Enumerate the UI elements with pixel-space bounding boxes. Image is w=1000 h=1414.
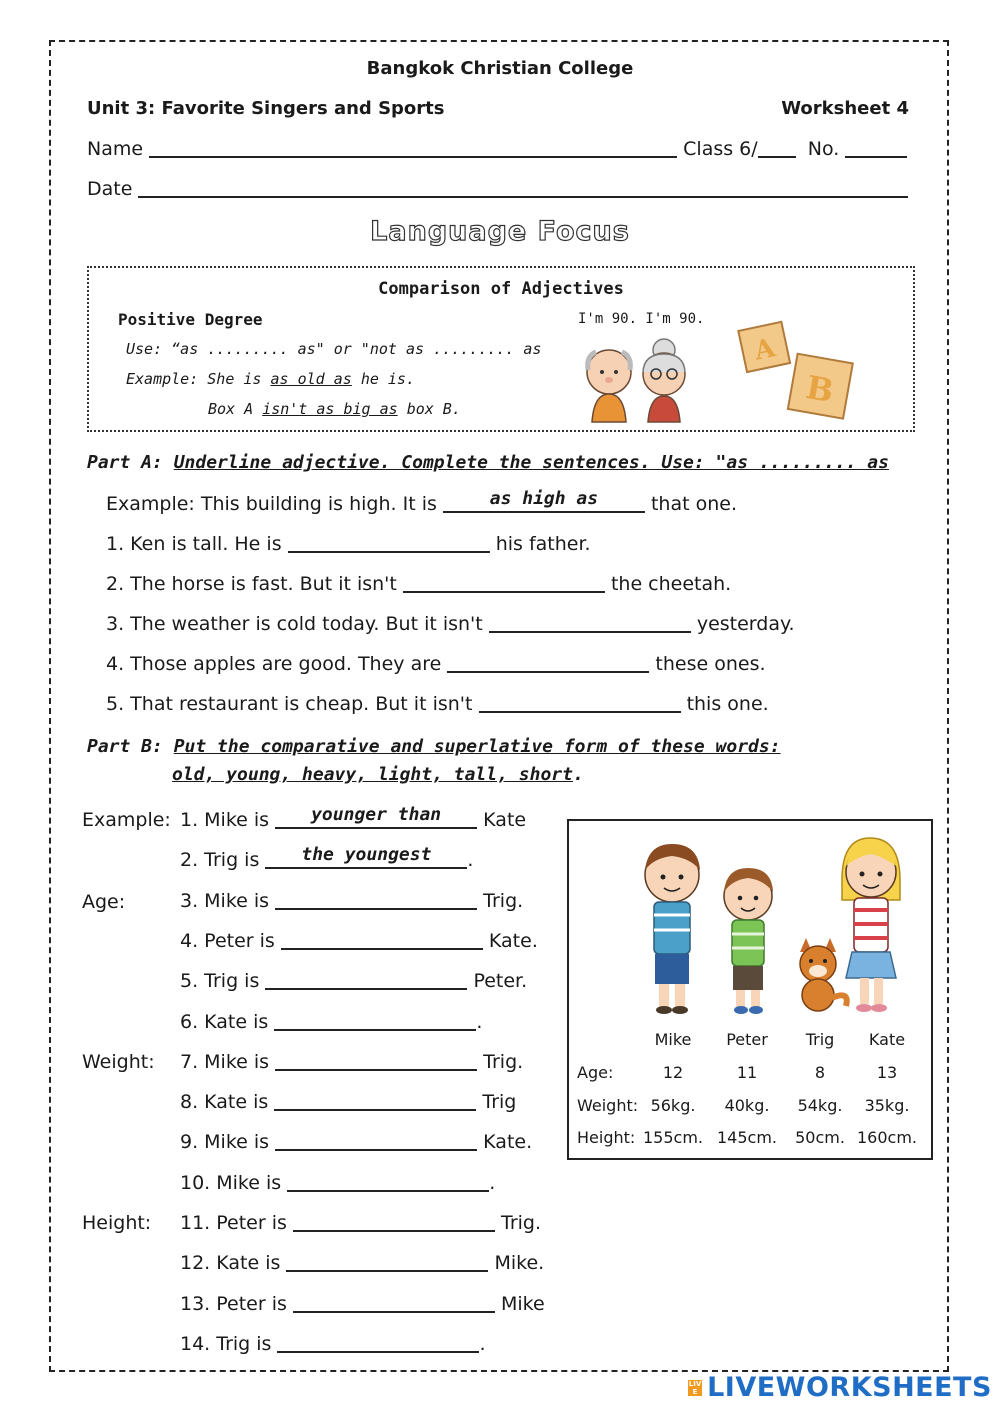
- part-b-answer-blank[interactable]: [275, 1131, 477, 1151]
- part-a-item-text: 1. Ken is tall. He is: [106, 533, 282, 555]
- table-name-header: Peter: [726, 1030, 768, 1049]
- part-a-example: [106, 488, 737, 515]
- part-b-answer-blank[interactable]: [287, 1172, 489, 1192]
- part-b-item-end: Trig.: [483, 1050, 524, 1073]
- part-b-item-text: 4. Peter is: [180, 929, 275, 952]
- peter-figure: [724, 868, 773, 1014]
- part-b-item-text: 11. Peter is: [180, 1212, 287, 1234]
- part-b-answer-blank: [275, 804, 477, 829]
- part-a-item: [106, 573, 731, 595]
- unit-title: Unit 3: Favorite Singers and Sports: [87, 98, 445, 119]
- part-b-item-end: Kate: [483, 809, 527, 831]
- table-cell: 40kg.: [724, 1095, 770, 1115]
- part-b-heading: [87, 736, 781, 757]
- part-b-item-text: 14. Trig is: [180, 1332, 272, 1355]
- date-label: Date: [87, 178, 133, 200]
- part-b-answer-blank[interactable]: [265, 970, 467, 990]
- part-b-item: [180, 1051, 523, 1073]
- part-a-item-text: 3. The weather is cold today. But it isn't: [106, 613, 483, 635]
- part-b-answer-blank[interactable]: [277, 1333, 479, 1353]
- table-cell: 54kg.: [797, 1095, 843, 1115]
- example-2-underlined: isn't as big as: [262, 400, 398, 418]
- part-b-answer-blank[interactable]: [293, 1212, 495, 1232]
- logo-badge: LIVE: [688, 1379, 702, 1396]
- part-a-item-text: 4. Those apples are good. They are: [106, 653, 442, 675]
- part-b-item: [180, 1333, 486, 1355]
- part-b-item-end: Kate.: [483, 1131, 533, 1154]
- part-b-item-text: 10. Mike is: [180, 1171, 282, 1194]
- part-b-item-text: 6. Kate is: [180, 1010, 269, 1033]
- example-2-end: box B.: [406, 400, 461, 418]
- table-cell: 160cm.: [856, 1128, 917, 1147]
- kate-figure: [842, 838, 900, 1012]
- name-field[interactable]: [149, 138, 677, 158]
- example-2-start: Box A: [208, 400, 254, 418]
- liveworksheets-logo: [688, 1372, 992, 1403]
- table-row-label: Age:: [577, 1063, 614, 1082]
- table-row-label: Weight:: [577, 1095, 639, 1115]
- part-b-item-end: Trig.: [483, 889, 524, 912]
- name-row: [87, 138, 907, 160]
- part-b-item: [180, 1252, 544, 1274]
- example-1-underlined: as old as: [270, 370, 352, 388]
- part-a-item: [106, 693, 769, 715]
- part-b-item-text: 9. Mike is: [180, 1131, 270, 1154]
- no-label: No.: [807, 138, 840, 160]
- part-b-item-text: 13. Peter is: [180, 1292, 287, 1315]
- school-name: Bangkok Christian College: [366, 58, 634, 79]
- part-b-item-text: 12. Kate is: [180, 1252, 281, 1275]
- positive-degree-label: Positive Degree: [118, 310, 263, 329]
- example-line-1: [126, 370, 415, 388]
- trig-figure: [800, 938, 847, 1011]
- focus-box-title: Comparison of Adjectives: [378, 279, 624, 299]
- part-a-item-end: this one.: [686, 693, 769, 715]
- part-b-instruction-2: old, young, heavy, light, tall, short: [172, 764, 573, 785]
- part-b-instruction-period: .: [572, 764, 584, 785]
- part-b-item: [180, 890, 523, 912]
- part-b-item-text: 5. Trig is: [180, 970, 260, 993]
- part-b-example-answer: the youngest: [301, 844, 432, 866]
- table-row-label: Height:: [577, 1128, 636, 1147]
- table-name-header: Trig: [805, 1030, 835, 1049]
- part-b-item: [180, 1091, 516, 1113]
- example-1-end: he is.: [360, 370, 415, 388]
- label-weight: Weight:: [82, 1051, 155, 1073]
- part-a-item: [106, 653, 766, 675]
- part-b-item: [180, 1172, 495, 1194]
- part-b-answer-blank[interactable]: [275, 1051, 477, 1071]
- table-cell: 8: [814, 1063, 826, 1082]
- date-field[interactable]: [138, 178, 908, 198]
- abc-blocks-illustration: [734, 318, 864, 426]
- logo-text: LIVEWORKSHEETS: [707, 1372, 992, 1403]
- table-cell: 145cm.: [716, 1128, 777, 1147]
- part-a-answer-blank[interactable]: [288, 533, 490, 553]
- table-cell: 155cm.: [642, 1128, 703, 1147]
- date-row: [87, 178, 908, 200]
- part-b-item: [180, 844, 474, 872]
- class-label: Class 6/: [683, 138, 758, 160]
- worksheet-number: Worksheet 4: [781, 98, 909, 119]
- part-b-item-end: .: [467, 849, 474, 872]
- part-a-example-before: Example: This building is high. It is: [106, 493, 437, 515]
- part-a-heading: [87, 452, 889, 473]
- part-a-item-end: these ones.: [655, 653, 766, 675]
- part-b-answer-blank[interactable]: [281, 930, 483, 950]
- block-a-letter: A: [751, 333, 778, 367]
- part-b-item-text: 7. Mike is: [180, 1050, 270, 1073]
- part-b-answer-blank[interactable]: [274, 1091, 476, 1111]
- part-a-label: Part A:: [87, 452, 163, 473]
- part-a-item: [106, 533, 591, 555]
- part-b-instruction-1: Put the comparative and superlative form of these words:: [173, 736, 781, 757]
- part-b-item-end: Trig: [482, 1091, 517, 1114]
- part-b-item-text: 2. Trig is: [180, 849, 260, 872]
- part-b-item-end: .: [489, 1171, 496, 1194]
- table-cell: 13: [876, 1063, 898, 1082]
- part-a-answer-blank[interactable]: [479, 693, 681, 713]
- part-b-item-end: Peter.: [473, 970, 528, 993]
- example-line-2: [208, 400, 461, 418]
- elderly-couple-illustration: [574, 330, 704, 425]
- part-b-item: [180, 1293, 545, 1315]
- part-b-item-end: Trig.: [501, 1212, 542, 1234]
- language-focus-title: Language Focus: [370, 216, 630, 247]
- table-cell: 50cm.: [795, 1128, 845, 1147]
- table-cell: 11: [736, 1063, 758, 1082]
- part-a-answer-blank[interactable]: [447, 653, 649, 673]
- part-a-item-text: 5. That restaurant is cheap. But it isn't: [106, 693, 473, 715]
- part-a-item-text: 2. The horse is fast. But it isn't: [106, 573, 397, 595]
- table-cell: 56kg.: [650, 1095, 696, 1115]
- part-b-answer-blank[interactable]: [293, 1293, 495, 1313]
- part-a-answer-blank[interactable]: [489, 613, 691, 633]
- part-b-item-end: Mike.: [494, 1252, 545, 1275]
- part-b-item: [180, 930, 538, 952]
- block-b-letter: B: [803, 368, 837, 411]
- label-example: Example:: [82, 809, 171, 831]
- part-a-example-after: that one.: [650, 493, 737, 515]
- part-a-item: [106, 613, 795, 635]
- label-height: Height:: [82, 1212, 152, 1234]
- part-b-item: [180, 970, 527, 992]
- use-text: Use: “as ......... as" or "not as ......... as: [126, 340, 542, 358]
- part-b-item-end: .: [476, 1010, 483, 1033]
- part-b-answer-blank: [265, 844, 467, 869]
- part-b-answer-blank[interactable]: [275, 890, 477, 910]
- example-label: Example: She is: [126, 370, 262, 388]
- part-a-item-end: the cheetah.: [610, 573, 732, 595]
- part-b-item-text: 1. Mike is: [180, 809, 270, 831]
- part-a-answer-blank[interactable]: [403, 573, 605, 593]
- part-b-item: [180, 1131, 532, 1153]
- no-field[interactable]: [845, 138, 907, 158]
- mike-figure: [645, 844, 700, 1014]
- part-b-answer-blank[interactable]: [286, 1252, 488, 1272]
- class-field[interactable]: [758, 138, 796, 158]
- part-b-item: [180, 1212, 541, 1234]
- part-b-item-end: .: [479, 1332, 486, 1355]
- part-a-example-answer: as high as: [489, 488, 599, 509]
- part-b-item-text: 3. Mike is: [180, 889, 270, 912]
- part-b-item-end: Kate.: [488, 929, 538, 952]
- kids-illustration: [620, 830, 920, 1020]
- part-a-item-end: yesterday.: [696, 613, 795, 635]
- part-a-instruction: Underline adjective. Complete the sentences. Use: "as ......... as: [173, 452, 889, 473]
- part-b-label: Part B:: [87, 736, 163, 757]
- table-cell: 12: [662, 1063, 684, 1082]
- label-age: Age:: [82, 891, 126, 913]
- name-label: Name: [87, 138, 144, 160]
- table-cell: 35kg.: [864, 1095, 910, 1115]
- part-b-example-answer: younger than: [311, 804, 442, 825]
- table-name-header: Kate: [868, 1030, 906, 1049]
- part-b-item-text: 8. Kate is: [180, 1091, 269, 1114]
- part-b-item-end: Mike: [501, 1292, 545, 1315]
- part-b-heading-2: [172, 764, 584, 785]
- part-b-item: [180, 804, 527, 831]
- part-a-item-end: his father.: [495, 533, 591, 555]
- table-name-header: Mike: [654, 1030, 692, 1049]
- part-a-example-blank: [443, 488, 645, 513]
- part-b-item: [180, 1011, 482, 1033]
- speech-text: I'm 90. I'm 90.: [578, 311, 705, 327]
- part-b-answer-blank[interactable]: [274, 1011, 476, 1031]
